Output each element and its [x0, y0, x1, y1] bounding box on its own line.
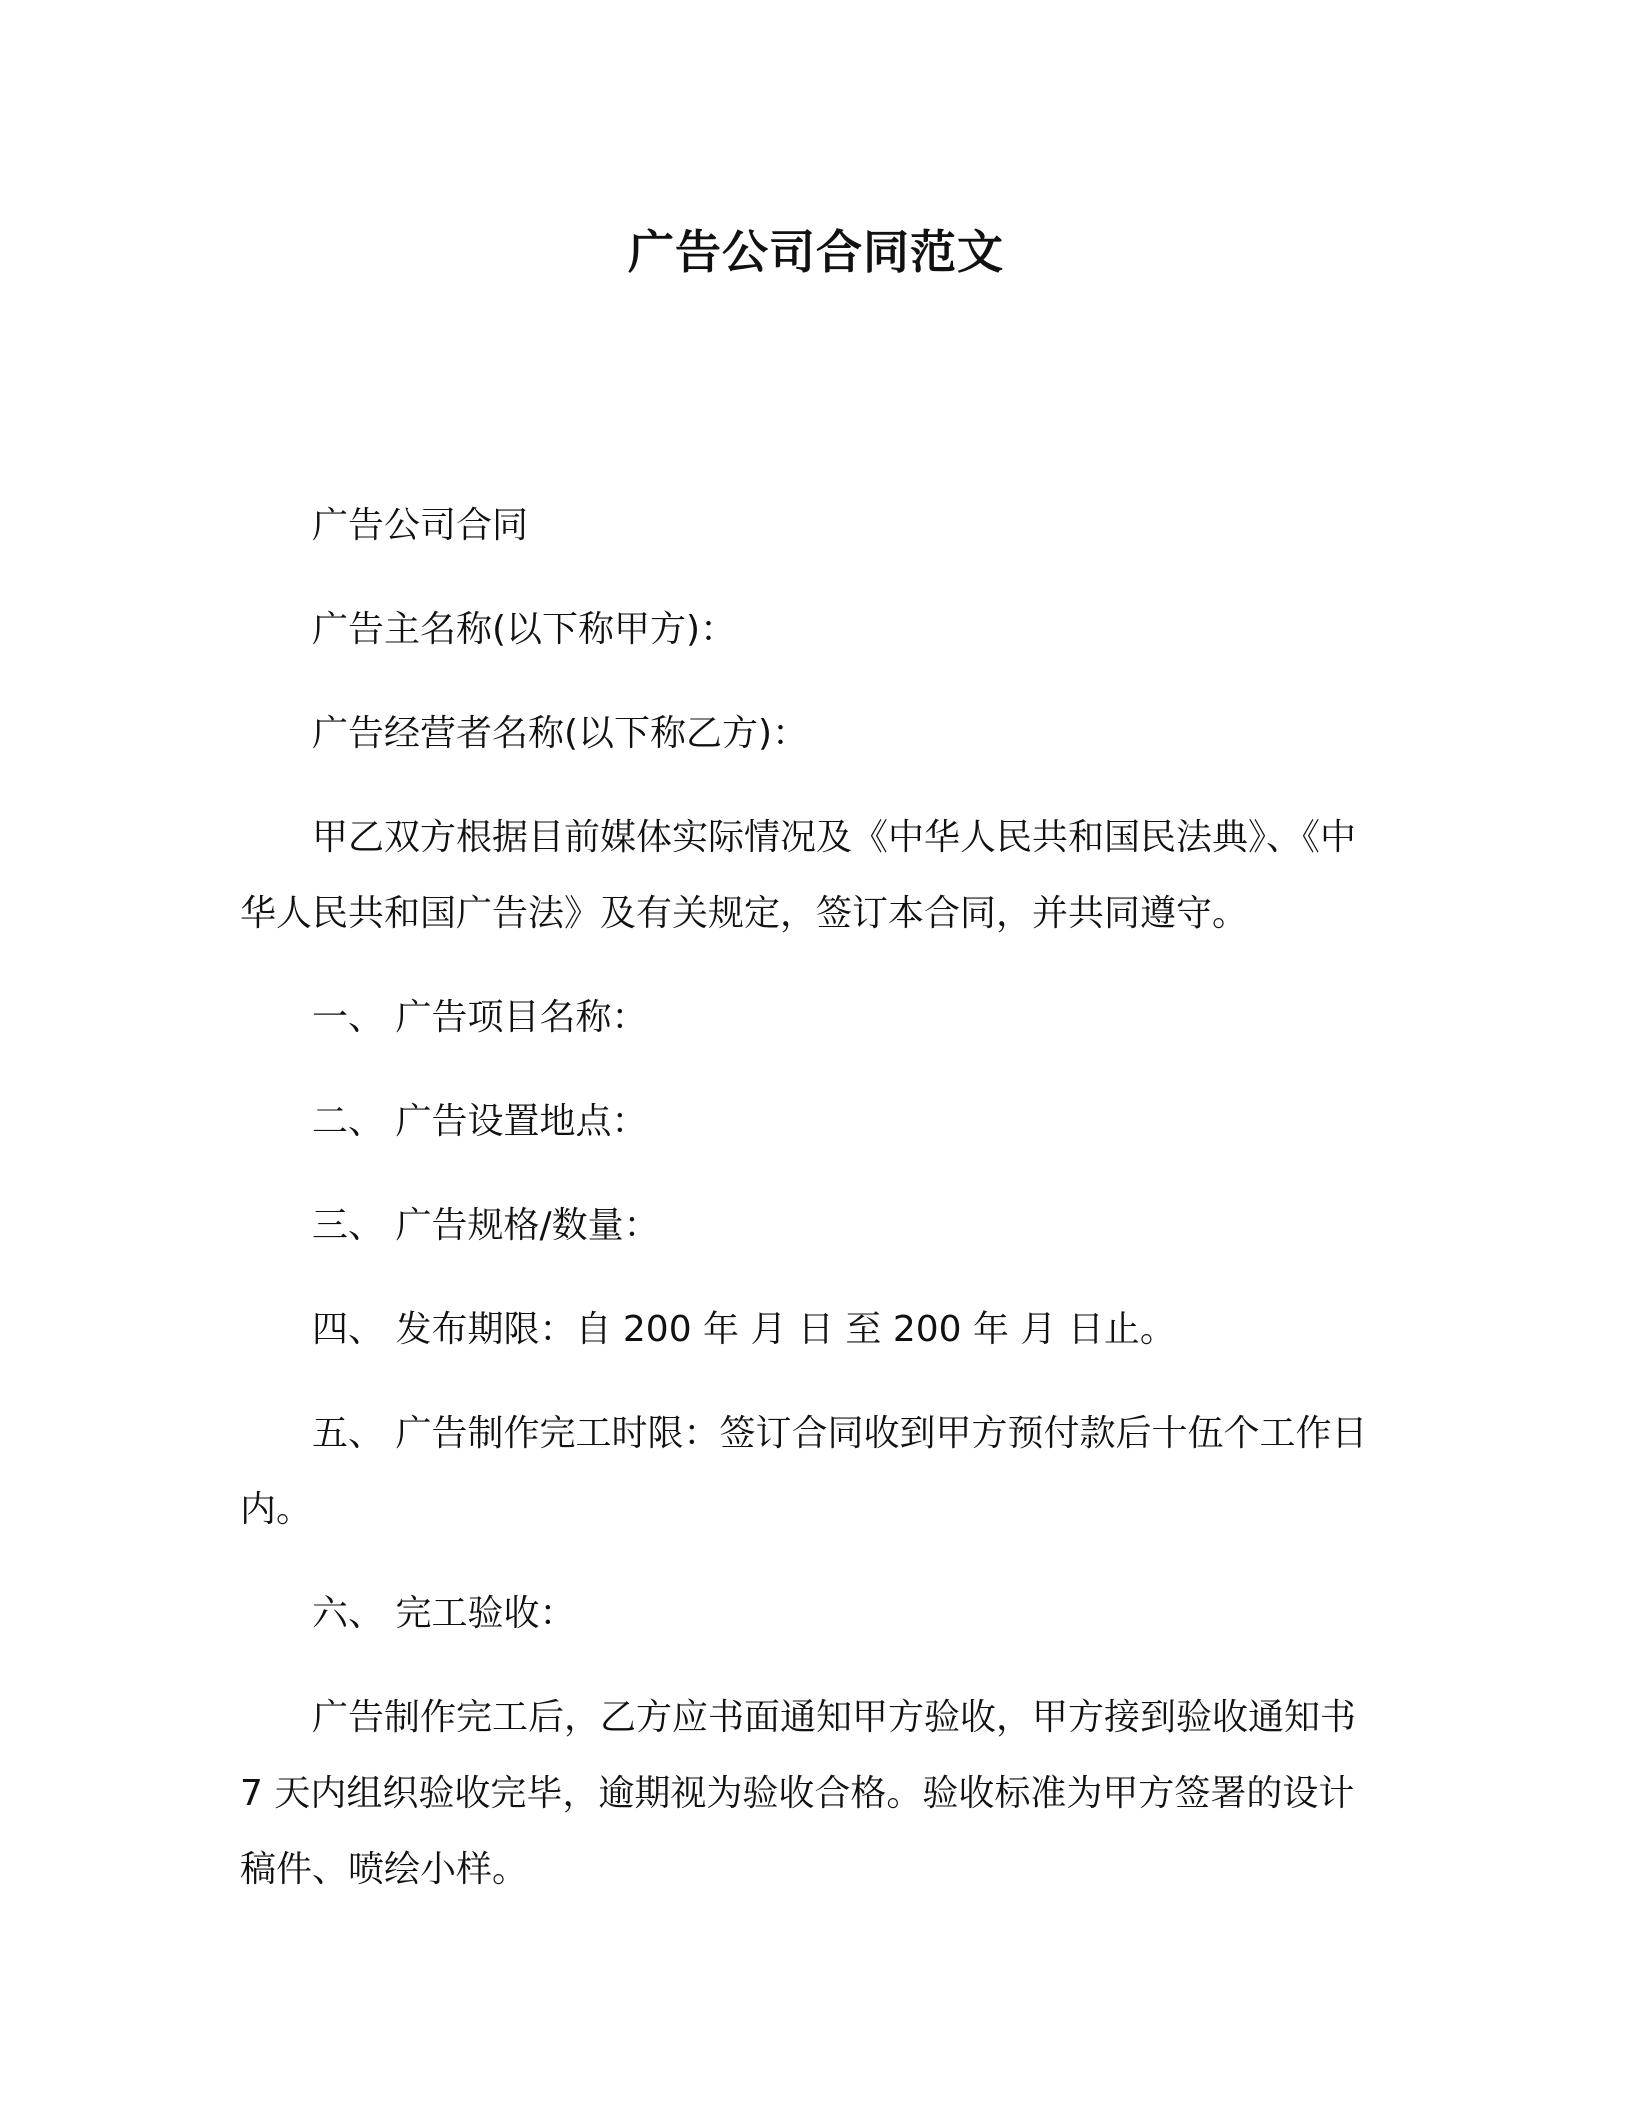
- clause-4-publish-period: 四、 发布期限：自 200 年 月 日 至 200 年 月 日止。: [312, 1309, 1176, 1350]
- paragraph-contract-heading: 广告公司合同: [312, 505, 529, 546]
- document-title: 广告公司合同范文: [628, 225, 1004, 279]
- paragraph-party-a: 广告主名称(以下称甲方)：: [312, 609, 737, 650]
- paragraph-party-b: 广告经营者名称(以下称乙方)：: [312, 713, 809, 754]
- clause-5-production-deadline: 五、 广告制作完工时限：签订合同收到甲方预付款后十伍个工作日内。: [240, 1413, 1368, 1530]
- clause-1-project-name: 一、 广告项目名称：: [312, 997, 648, 1038]
- clause-6-acceptance: 六、 完工验收：: [312, 1593, 576, 1634]
- paragraph-preamble: 甲乙双方根据目前媒体实际情况及《中华人民共和国民法典》、《中华人民共和国广告法》及有关规定，签订本合同，并共同遵守。: [240, 817, 1357, 934]
- document-body: [240, 488, 1390, 1936]
- paragraph-acceptance-details: 广告制作完工后，乙方应书面通知甲方验收，甲方接到验收通知书 7 天内组织验收完毕，逾期视为验收合格。验收标准为甲方签署的设计稿件、喷绘小样。: [240, 1697, 1357, 1890]
- clause-3-specification: 三、 广告规格/数量：: [312, 1205, 660, 1246]
- clause-2-location: 二、 广告设置地点：: [312, 1101, 648, 1142]
